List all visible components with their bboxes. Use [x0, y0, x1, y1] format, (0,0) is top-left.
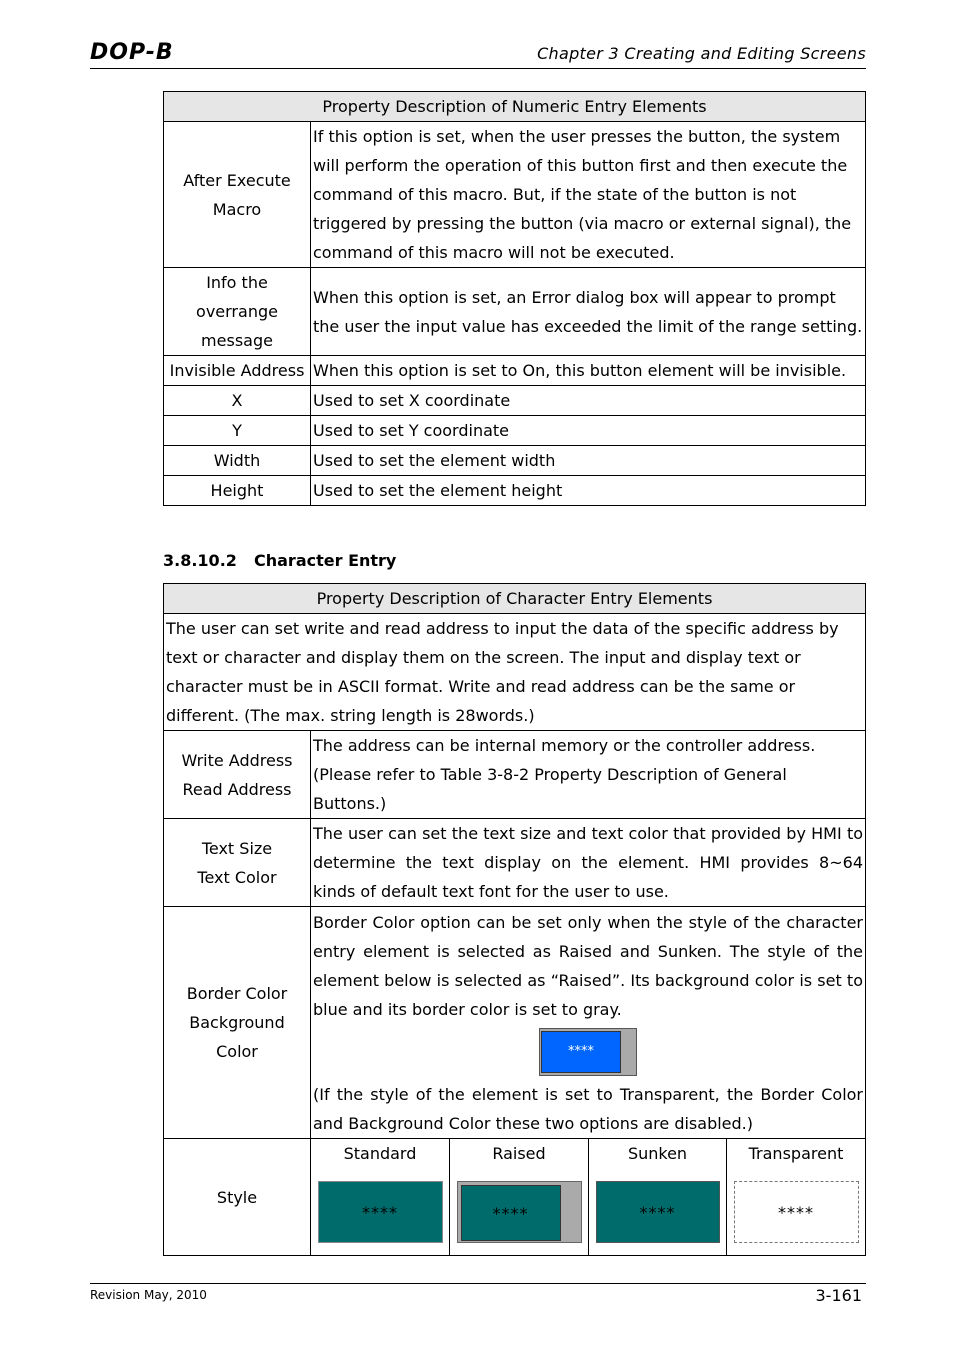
section-number: 3.8.10.2: [163, 551, 237, 570]
style-sample-transparent: ****: [734, 1181, 859, 1243]
property-name-line: Write Address: [181, 750, 293, 770]
property-name: [164, 731, 311, 819]
style-sample-raised: [457, 1181, 582, 1243]
property-name-line: Border Color: [186, 984, 288, 1003]
table-intro: The user can set write and read address to input the data of the specific address by text or character and display them on the screen. The input and display text or character must be in ASCII format. Write and read address can be the same or different. (The max. string length is 28words.): [164, 614, 866, 731]
property-desc: Used to set the element height: [311, 476, 866, 506]
table-title: Property Description of Character Entry Elements: [164, 584, 866, 614]
numeric-entry-table: [163, 91, 866, 506]
character-entry-table: [163, 583, 866, 1256]
property-desc: When this option is set to On, this button element will be invisible.: [311, 356, 866, 386]
property-desc: When this option is set, an Error dialog box will appear to prompt the user the input value has exceeded the limit of the range setting.: [311, 268, 866, 356]
property-name: Y: [164, 416, 311, 446]
page-footer: [90, 1283, 866, 1305]
property-name: [164, 819, 311, 907]
property-name: Width: [164, 446, 311, 476]
property-name: Height: [164, 476, 311, 506]
style-sample-standard: ****: [318, 1181, 443, 1243]
property-name: Invisible Address: [164, 356, 311, 386]
property-desc: Used to set Y coordinate: [311, 416, 866, 446]
property-name: Style: [164, 1139, 311, 1256]
style-sunken: [589, 1139, 727, 1256]
logo: DOP-B: [90, 40, 174, 65]
sample-value: ****: [461, 1185, 561, 1241]
page-number: 3-161: [815, 1286, 862, 1305]
chapter-title: Chapter 3 Creating and Editing Screens: [537, 44, 866, 63]
property-desc: The user can set the text size and text color that provided by HMI to determine the text display on the element. HMI provides 8~64 kinds of default text font for the user to use.: [311, 819, 866, 907]
property-name-line: Background: [189, 1013, 285, 1032]
border-desc-text: Border Color option can be set only when the style of the character entry element is selected as Raised and Sunken. The style of the element below is selected as “Raised”. Its background color is set to blue and its border color is set to gray.: [313, 912, 863, 1019]
property-desc: The address can be internal memory or the controller address. (Please refer to Table 3-8-2 Property Description of General Buttons.): [311, 731, 866, 819]
style-sample-sunken: ****: [596, 1181, 720, 1243]
property-name: After Execute Macro: [164, 122, 311, 268]
revision-text: Revision May, 2010: [90, 1288, 207, 1302]
property-name: Info the overrange message: [164, 268, 311, 356]
property-name-line: Color: [216, 1042, 258, 1061]
style-label: Transparent: [748, 1144, 844, 1163]
property-name: X: [164, 386, 311, 416]
style-transparent: [727, 1139, 866, 1256]
property-name-line: Text Size: [201, 838, 273, 858]
style-label: Sunken: [627, 1144, 688, 1163]
property-desc: Used to set the element width: [311, 446, 866, 476]
example-value: ****: [541, 1031, 621, 1073]
border-note-text: (If the style of the element is set to Transparent, the Border Color and Background Color these two options are disabled.): [313, 1084, 863, 1133]
property-desc: If this option is set, when the user presses the button, the system will perform the operation of this button first and then execute the command of this macro. But, if the state of the button is not triggered by pressing the button (via macro or external signal), the command of this macro will not be executed.: [311, 122, 866, 268]
page-header: [90, 40, 866, 69]
style-label: Raised: [492, 1144, 546, 1163]
property-name-line: Text Color: [197, 867, 277, 887]
property-name: [164, 907, 311, 1139]
style-standard: [311, 1139, 450, 1256]
table-title: Property Description of Numeric Entry Elements: [164, 92, 866, 122]
raised-blue-example: [539, 1028, 637, 1076]
property-name-line: Read Address: [182, 779, 292, 799]
style-raised: [450, 1139, 589, 1256]
style-label: Standard: [343, 1144, 417, 1163]
section-heading: [163, 551, 396, 570]
property-desc: Used to set X coordinate: [311, 386, 866, 416]
property-desc: [311, 907, 866, 1139]
section-title: Character Entry: [254, 551, 397, 570]
